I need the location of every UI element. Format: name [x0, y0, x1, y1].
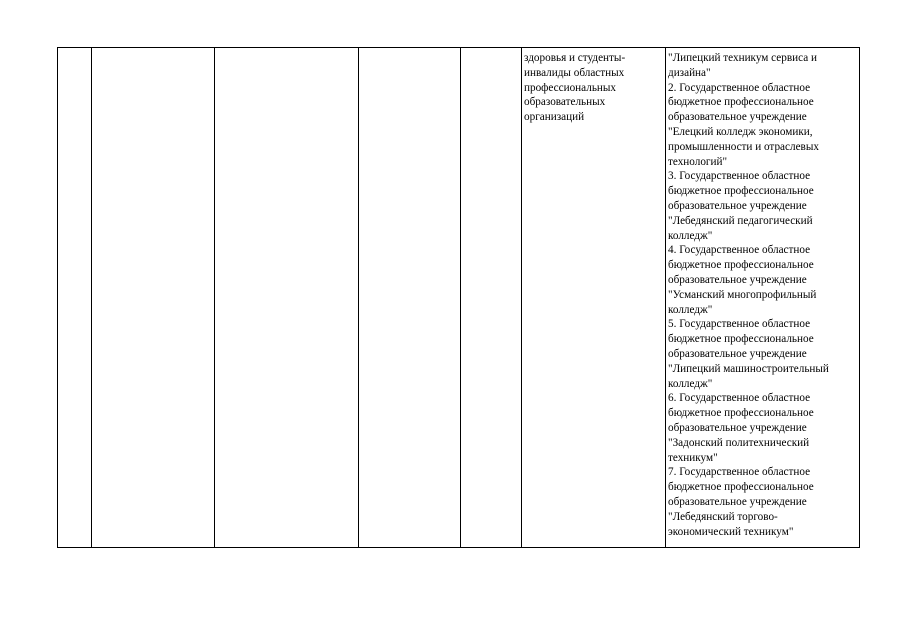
text-line: образовательное учреждение — [668, 421, 807, 434]
text-line: бюджетное профессиональное — [668, 481, 814, 494]
text-line: бюджетное профессиональное — [668, 185, 814, 198]
text-line: экономический техникум" — [668, 525, 794, 538]
table-cell-category — [522, 48, 666, 548]
text-line: образовательное учреждение — [668, 347, 807, 360]
table-cell-organizations — [666, 48, 860, 548]
organizations-text — [666, 48, 859, 539]
text-line: образовательное учреждение — [668, 273, 807, 286]
text-line: "Задонский политехнический — [668, 436, 810, 449]
table-cell-2 — [92, 48, 215, 548]
text-line: 2. Государственное областное — [668, 81, 811, 94]
text-line: колледж" — [668, 303, 713, 316]
text-line: 7. Государственное областное — [668, 466, 811, 479]
text-line: 3. Государственное областное — [668, 170, 811, 183]
text-line: образовательное учреждение — [668, 199, 807, 212]
text-line: инвалиды областных — [524, 66, 625, 79]
document-table — [57, 47, 860, 548]
text-line: профессиональных — [524, 81, 617, 94]
text-line: 5. Государственное областное — [668, 318, 811, 331]
text-line: бюджетное профессиональное — [668, 407, 814, 420]
text-line: техникум" — [668, 451, 718, 464]
table-cell-3 — [215, 48, 359, 548]
text-line: бюджетное профессиональное — [668, 96, 814, 109]
text-line: здоровья и студенты- — [524, 52, 626, 64]
table-cell-4 — [359, 48, 461, 548]
text-line: "Лебедянский торгово- — [668, 510, 778, 523]
text-line: промышленности и отраслевых — [668, 140, 819, 153]
text-line: образовательных — [524, 96, 606, 109]
category-text — [522, 48, 665, 125]
text-line: "Усманский многопрофильный — [668, 288, 817, 301]
text-line: "Лебедянский педагогический — [668, 214, 813, 227]
text-line: организаций — [524, 111, 585, 124]
text-line: бюджетное профессиональное — [668, 333, 814, 346]
text-line: дизайна" — [668, 66, 711, 79]
text-line: 4. Государственное областное — [668, 244, 811, 257]
text-line: "Липецкий техникум сервиса и — [668, 52, 817, 64]
text-line: колледж" — [668, 229, 713, 242]
table-row — [58, 48, 860, 548]
text-line: "Елецкий колледж экономики, — [668, 125, 813, 138]
table-cell-number — [58, 48, 92, 548]
text-line: образовательное учреждение — [668, 495, 807, 508]
text-line: технологий" — [668, 155, 728, 168]
text-line: колледж" — [668, 377, 713, 390]
text-line: бюджетное профессиональное — [668, 259, 814, 272]
text-line: 6. Государственное областное — [668, 392, 811, 405]
text-line: "Липецкий машиностроительный — [668, 362, 829, 375]
table-cell-5 — [461, 48, 522, 548]
text-line: образовательное учреждение — [668, 111, 807, 124]
